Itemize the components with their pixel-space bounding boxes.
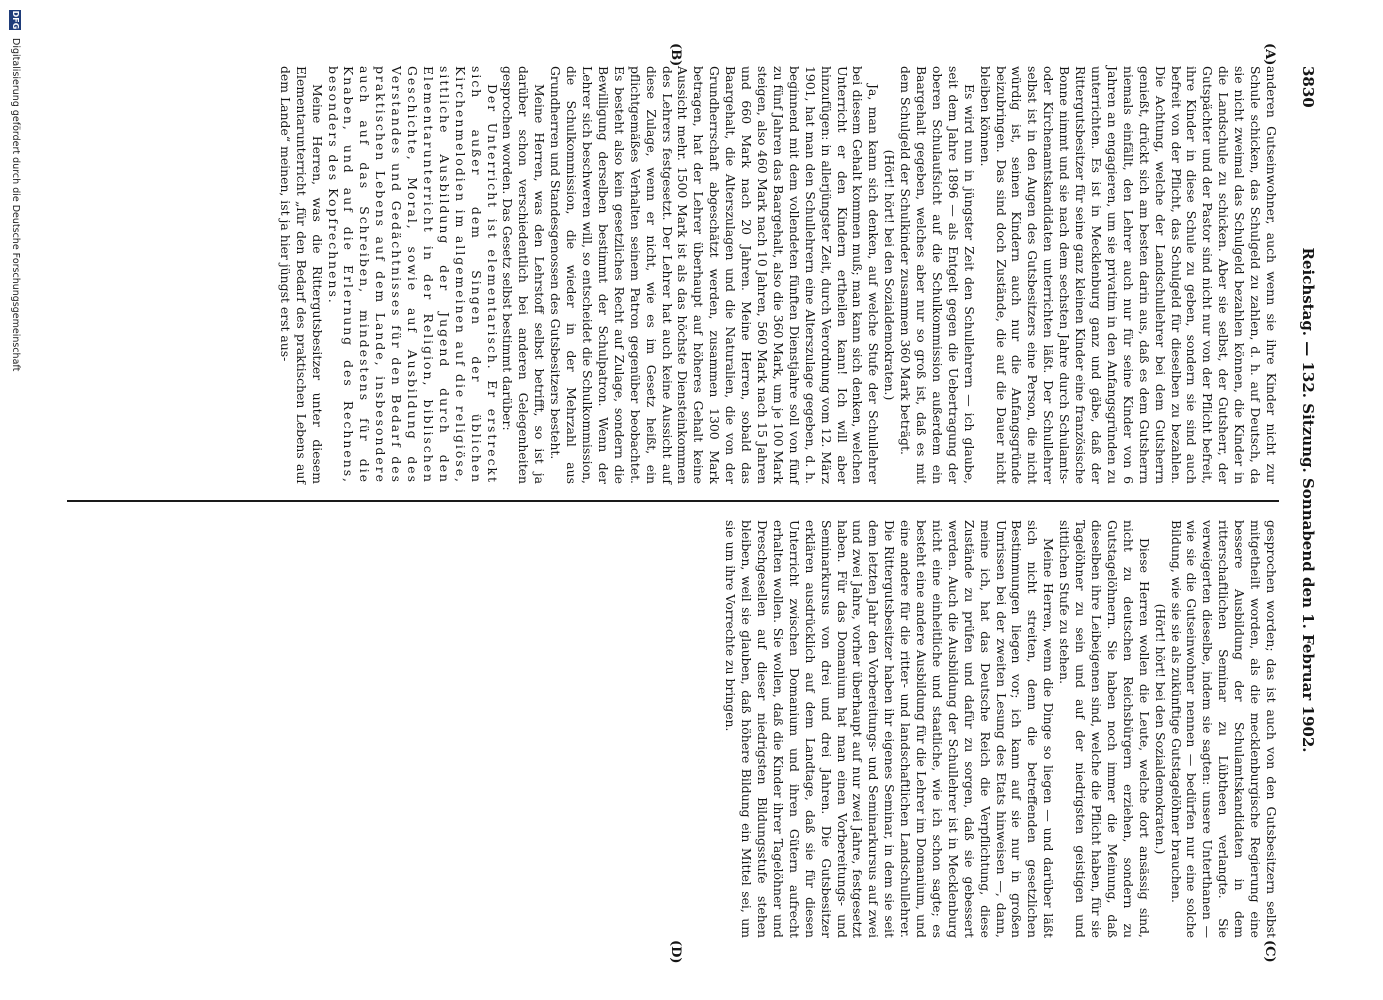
margin-mark-a: (A) (1262, 43, 1277, 66)
digitization-footer (5, 10, 21, 1000)
footer-text: Digitalisierung gefördert durch die Deutsche Forschungsgemeinschaft (10, 38, 21, 372)
paragraph: Meine Herren, was die Rittergutsbesitzer unter diesem Elementarunterricht „für den Bedarf des praktischen Lebens auf dem Lande“ meinen, ist ja hier jüngst erst aus- (277, 66, 325, 484)
page-title: Reichstag. — 132. Sitzung. Sonnabend den 1. Februar 1902. (1299, 247, 1317, 753)
quoted-law-text: Der Unterricht ist elementarisch. Er erstreckt sich außer dem Singen der üblichen Kirchenmelodien im allgemeinen auf die religiöse, sittliche Ausbildung der Jugend durch den Elementarunterricht in der Religion, biblischen Geschichte, Moral, sowie auf Ausbildung des Verstandes und Gedächtnisses für den Bedarf des praktischen Lebens auf dem Lande, insbesondere auch auf das Schreiben, mindestens für die Knaben, und auf die Erlernung des Rechnens, besonders des Kopfrechnens. (325, 66, 500, 484)
page-header (1291, 0, 1321, 1000)
right-text-column (723, 520, 1279, 938)
paragraph: anderen Gutseinwohner, auch wenn sie ihre Kinder nicht zur Schule schicken, das Schulgeld zu zahlen, d. h. auf Deutsch, da sie nicht zweimal das Schulgeld bezahlen können, die Kinder in die Landschule zu schicken. Aber sie selbst, der Gutsherr, der Gutspächter und der Pastor sind nicht nur von der Pflicht befreit, ihre Kinder in diese Schule zu geben, sondern sie sind auch befreit von der Pflicht, das Schulgeld für dieselben zu bezahlen. Die Achtung, welche der Landschullehrer bei dem Gutsherrn genießt, drückt sich am besten darin aus, daß es dem Gutsherrn niemals einfällt, den Lehrer auch nur für seine Kinder von 6 Jahren an engagieren, um sie privatim in den Anfangsgründen zu unterrichten. Es ist in Mecklenburg ganz und gäbe, daß der Rittergutsbesitzer für seine ganz kleinen Kinder eine französische Bonne nimmt und sie nach dem sechsten Jahre durch Schulamts- oder Kirchenamtskandidaten unterrichten läßt. Der Schullehrer selbst ist in den Augen des Gutsbesitzers eine Person, die nicht würdig ist, seinen Kindern auch nur die Anfangsgründe beizubringen. Das sind doch Zustände, die auf die Dauer nicht bleiben können. (977, 66, 1279, 484)
paragraph: Ja, man kann sich denken, auf welche Stufe der Schullehrer bei diesem Gehalt kommen muß; man kann sich denken, welchen Unterricht er den Kindern ertheilen kann! Ich will aber hinzufügen: in allerjüngster Zeit, durch Verordnung vom 12. März 1901, hat man den Schullehrern eine Alterszulage gegeben, d. h. beginnend mit dem vollendeten fünften Dienstjahre soll von fünf zu fünf Jahren das Baargehalt, also die 360 Mark, um je 100 Mark steigen, also 460 Mark nach 10 Jahren, 560 Mark nach 15 Jahren und 660 Mark nach 20 Jahren. Meine Herren, sobald das Baargehalt, die Alterszulagen und die Naturalien, die von der Grundherrschaft abgeschätzt werden, zusammen 1300 Mark betragen, hat der Lehrer überhaupt auf höheres Gehalt keine Aussicht mehr. 1500 Mark ist als das höchste Diensteinkommen des Lehrers festgesetzt. Der Lehrer hat auch keine Aussicht auf diese Zulage, wenn er nicht, wie es im Gesetz heißt, ein pflichtgemäßes Verhalten seinem Patron gegenüber beobachtet. Es besteht also kein gesetzliches Recht auf Zulage, sondern die Bewilligung derselben bestimmt der Schulpatron. Wenn der Lehrer sich beschweren will, so entscheidet die Schulkommission, die Schulkommission, die wieder in der Mehrzahl aus Grundherren und Standesgenossen des Gutsbesitzers besteht. (548, 66, 882, 484)
interjection: (Hört! hört! bei den Sozialdemokraten.) (882, 149, 898, 401)
page-number: 3830 (1299, 66, 1317, 108)
left-text-column (64, 66, 1279, 484)
margin-mark-d: (D) (668, 940, 683, 964)
dfg-logo: DFG (11, 10, 20, 30)
paragraph: Meine Herren, wenn die Dinge so liegen — und darüber läßt sich nicht streiten, denn die betreffenden gesetzlichen Bestimmungen liegen vor; ich kann auf sie nur in großen Umrissen bei der zweiten Lesung des Etats hinweisen —, dann, meine ich, hat das Deutsche Reich die Verpflichtung, diese Zustände zu prüfen und dafür zu sorgen, daß sie gebessert werden. Auch die Ausbildung der Schullehrer ist in Mecklenburg nicht eine einheitliche und staatliche, wie ich schon sagte; es besteht eine andere Ausbildung für die Lehrer im Domanium, und eine andere für die ritter- und landschaftlichen Landschullehrer. Die Rittergutsbesitzer haben ihr eigenes Seminar, in dem sie seit dem letzten Jahr den Vorbereitungs- und Seminarkursus auf zwei und zwei Jahre, vorher überhaupt auf nur zwei Jahre, festgesetzt haben. Für das Domanium hat man einen Vorbereitungs- und Seminarkursus von drei und drei Jahren. Die Gutsbesitzer erklären ausdrücklich auf dem Landtage, daß sie für diesen Unterricht zwischen Domanium und ihren Gütern aufrecht erhalten wollen. Sie wollen, daß die Kinder ihrer Tagelöhner und Dreschgesellen auf dieser niedrigsten Bildungsstufe stehen bleiben, weil sie glauben, daß höhere Bildung ein Mittel sei, um sie um ihre Vorrechte zu bringen. (723, 520, 1057, 938)
paragraph: Meine Herren, was den Lehrstoff selbst betrifft, so ist ja darüber schon verschiedentlich bei anderen Gelegenheiten gesprochen worden. Das Gesetz selbst bestimmt darüber: (500, 66, 548, 484)
paragraph: gesprochen worden; das ist auch von den Gutsbesitzern selbst mitgetheilt worden, als die mecklenburgische Regierung eine bessere Ausbildung der Schulamtskandidaten in dem ritterschaftlichen Seminar zu Lübtheen verlangte. Sie verweigerten dieselbe, indem sie sagten: unsere Unterthanen — wie sie die Gutseinwohner nennen — bedürfen nur eine solche Bildung, wie sie sie als zukünftige Gutstagelöhner brauchen. (1168, 520, 1279, 938)
paragraph: Es wird nun in jüngster Zeit den Schullehrern — ich glaube, seit dem Jahre 1896 — als Entgelt gegen die Uebertragung der oberen Schulaufsicht auf die Schulkommission außerdem ein Baargehalt gegeben, welches aber nur so groß ist, daß es mit dem Schulgeld der Schulkinder zusammen 360 Mark beträgt. (898, 66, 977, 484)
paragraph: Diese Herren wollen die Leute, welche dort ansässig sind, nicht zu deutschen Reichsbürgern erziehen, sondern zu Gutstagelöhnern. Sie haben noch immer die Meinung, daß dieselben ihre Leibeigenen sind, welche die Pflicht haben, für sie Tagelöhner zu sein und auf der niedrigsten geistigen und sittlichen Stufe zu stehen. (1057, 520, 1152, 938)
column-divider (67, 500, 1279, 502)
interjection: (Hört! hört! bei den Sozialdemokraten.) (1152, 603, 1168, 855)
margin-mark-b: (B) (668, 43, 683, 67)
margin-mark-c: (C) (1262, 940, 1277, 963)
